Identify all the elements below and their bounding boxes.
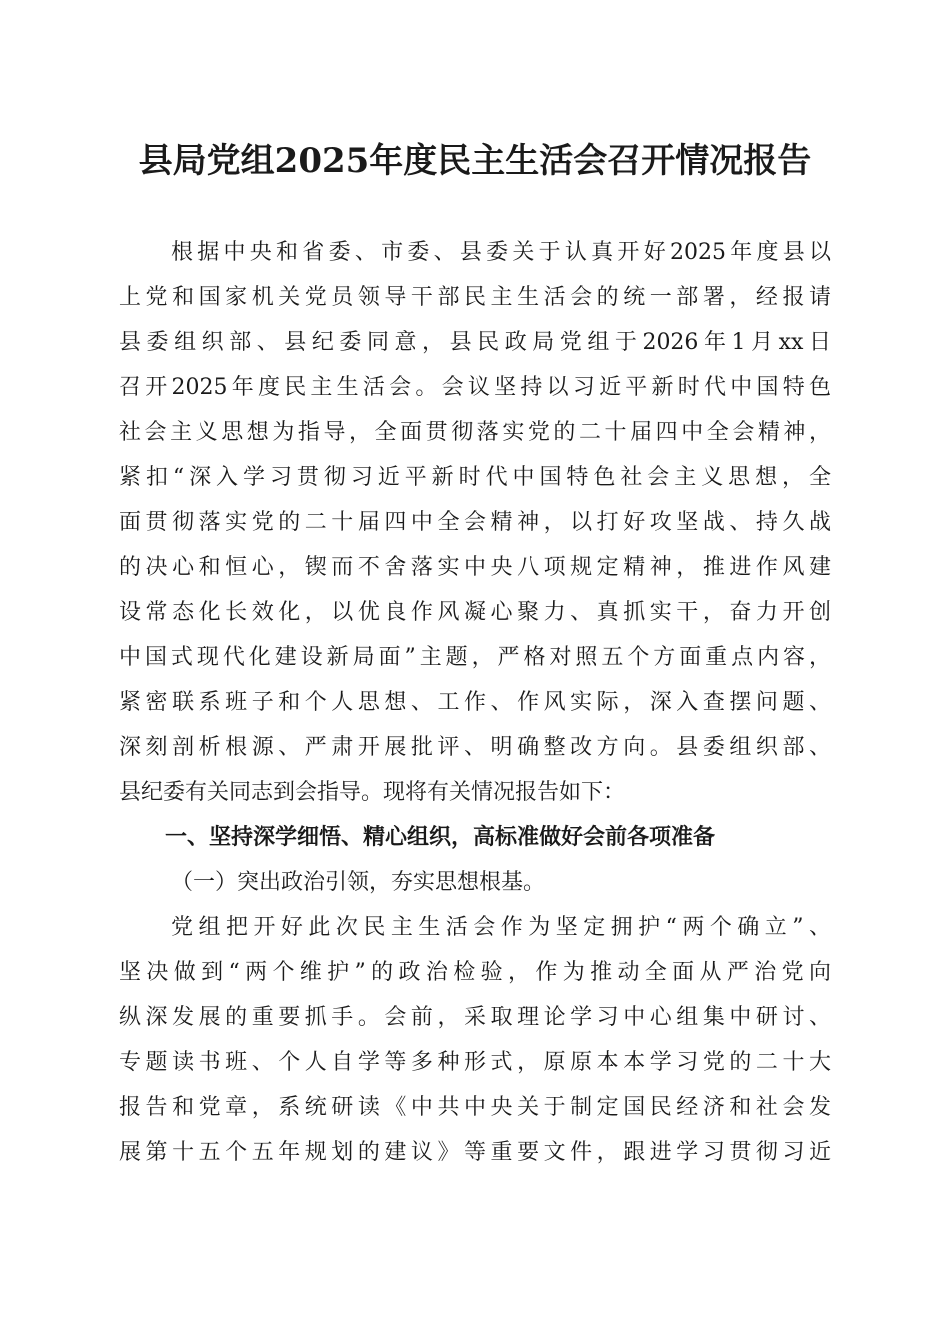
body-line-6: 紧扣“深入学习贯彻习近平新时代中国特色社会主义思想，全 [119,465,831,490]
body-line-13: 县纪委有关同志到会指导。现将有关情况报告如下： [119,780,626,805]
document-title: 县局党组2025年度民主生活会召开情况报告 [138,141,812,181]
body-line-11: 紧密联系班子和个人思想、工作、作风实际，深入查摆问题、 [119,690,831,715]
body-line-17: 坚决做到“两个维护”的政治检验，作为推动全面从严治党向 [119,960,831,985]
subsection-heading-1: （一）突出政治引领，夯实思想根基。 [171,870,546,895]
body-line-12: 深刻剖析根源、严肃开展批评、明确整改方向。县委组织部、 [119,735,831,760]
body-line-1: 根据中央和省委、市委、县委关于认真开好2025年度县以 [171,240,831,265]
body-line-2: 上党和国家机关党员领导干部民主生活会的统一部署，经报请 [119,285,831,310]
body-line-4: 召开2025年度民主生活会。会议坚持以习近平新时代中国特色 [119,375,831,400]
body-line-16: 党组把开好此次民主生活会作为坚定拥护“两个确立”、 [171,915,831,940]
body-line-20: 报告和党章，系统研读《中共中央关于制定国民经济和社会发 [119,1095,831,1120]
body-line-5: 社会主义思想为指导，全面贯彻落实党的二十届四中全会精神， [119,420,831,445]
body-line-10: 中国式现代化建设新局面”主题，严格对照五个方面重点内容， [119,645,831,670]
body-line-19: 专题读书班、个人自学等多种形式，原原本本学习党的二十大 [119,1050,831,1075]
body-line-18: 纵深发展的重要抓手。会前，采取理论学习中心组集中研讨、 [119,1005,831,1030]
body-line-7: 面贯彻落实党的二十届四中全会精神，以打好攻坚战、持久战 [119,510,831,535]
body-line-3: 县委组织部、县纪委同意，县民政局党组于2026年1月xx日 [119,330,831,355]
body-line-9: 设常态化长效化，以优良作风凝心聚力、真抓实干，奋力开创 [119,600,831,625]
document-body [119,230,831,1175]
section-heading-1: 一、坚持深学细悟、精心组织，高标准做好会前各项准备 [165,825,716,850]
body-line-8: 的决心和恒心，锲而不舍落实中央八项规定精神，推进作风建 [119,555,831,580]
body-line-21: 展第十五个五年规划的建议》等重要文件，跟进学习贯彻习近 [119,1140,831,1165]
